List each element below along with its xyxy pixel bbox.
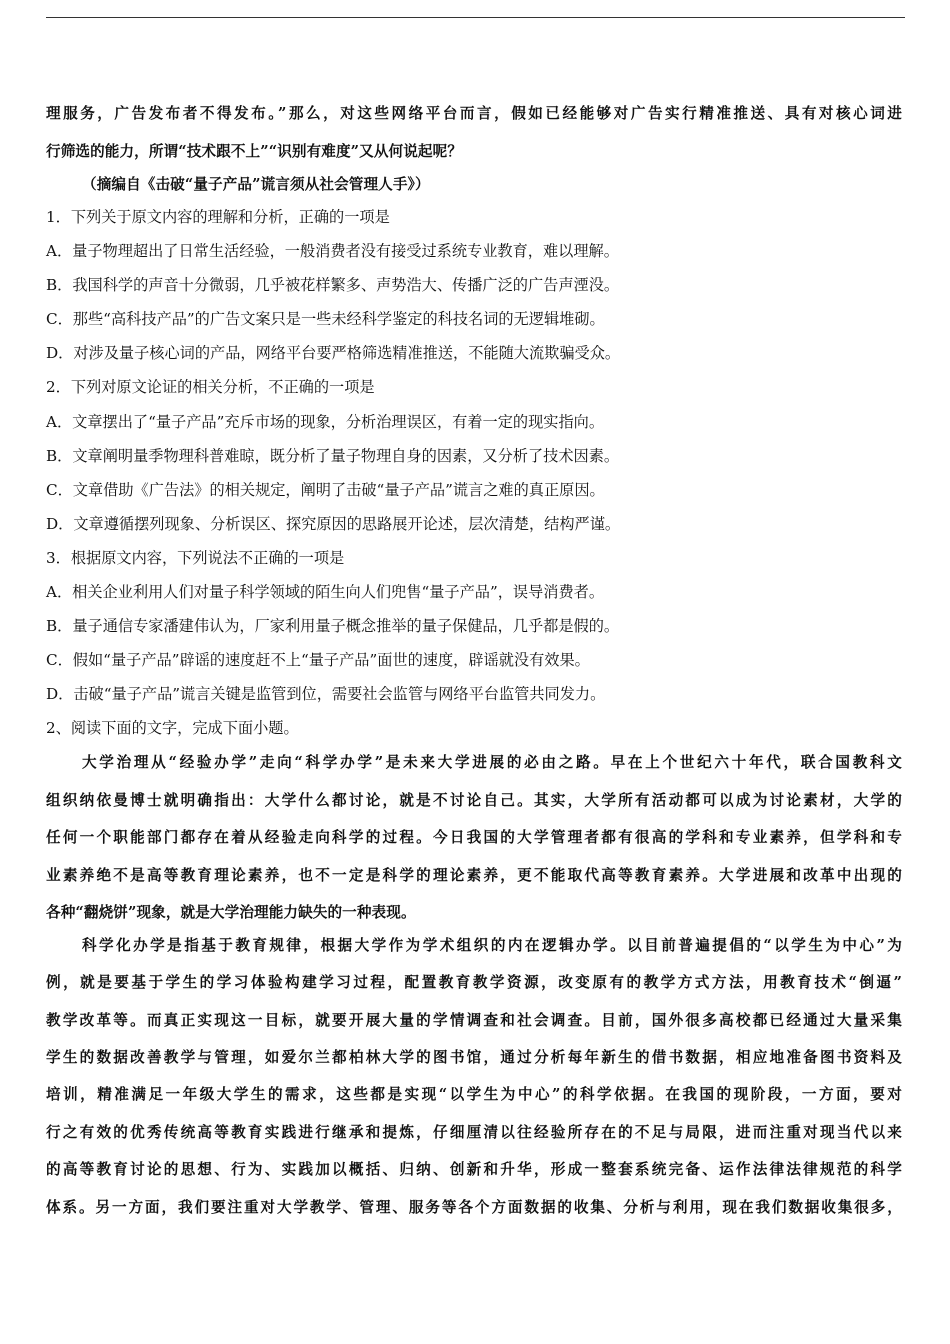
para2-line-7: 的高等教育讨论的思想、行为、实践加以概括、归纳、创新和升华，形成一整套系统完备、运作法律法律规范的科学 — [46, 1161, 902, 1178]
q3-option-c: C．假如“量子产品”辟谣的速度赶不上“量子产品”面世的速度，辟谣就没有效果。 — [46, 651, 590, 669]
header-rule — [46, 17, 905, 18]
q1-option-d: D．对涉及量子核心词的产品，网络平台要严格筛选精准推送，不能随大流欺骗受众。 — [46, 344, 621, 362]
para2-line-4: 学生的数据改善教学与管理，如爱尔兰都柏林大学的图书馆，通过分析每年新生的借书数据，相应地准备图书资料及 — [46, 1049, 902, 1066]
q2-stem: 2．下列对原文论证的相关分析，不正确的一项是 — [46, 378, 375, 396]
para2-line-1: 科学化办学是指基于教育规律，根据大学作为学术组织的内在逻辑办学。以目前普遍提倡的“以学生为中心”为 — [82, 937, 902, 954]
q2-option-c: C．文章借助《广告法》的相关规定，阐明了击破“量子产品”谎言之难的真正原因。 — [46, 481, 605, 499]
q2-option-b: B．文章阐明量季物理科普难晾，既分析了量子物理自身的因素，又分析了技术因素。 — [46, 447, 620, 465]
passage1-line-2: 行筛选的能力，所谓“技术跟不上”“识别有难度”又从何说起呢？ — [46, 143, 463, 160]
section2-title: 2、阅读下面的文字，完成下面小题。 — [46, 719, 299, 737]
para2-line-6: 行之有效的优秀传统高等教育实践进行继承和提炼，仔细厘清以往经验所存在的不足与局限，进而注重对现当代以来 — [46, 1124, 902, 1141]
q2-option-a: A．文章摆出了“量子产品”充斥市场的现象，分析治理误区，有着一定的现实指向。 — [46, 413, 605, 431]
q1-option-a: A．量子物理超出了日常生活经验，一般消费者没有接受过系统专业教育，难以理解。 — [46, 242, 619, 260]
para1-line-1: 大学治理从“经验办学”走向“科学办学”是未来大学进展的必由之路。早在上个世纪六十年代，联合国教科文 — [82, 754, 902, 771]
q3-option-b: B．量子通信专家潘建伟认为，厂家利用量子概念推举的量子保健品，几乎都是假的。 — [46, 617, 620, 635]
para1-line-2: 组织纳依曼博士就明确指出：大学什么都讨论，就是不讨论自己。其实，大学所有活动都可以成为讨论素材，大学的 — [46, 792, 902, 809]
q1-option-b: B．我国科学的声音十分微弱，几乎被花样繁多、声势浩大、传播广泛的广告声湮没。 — [46, 276, 620, 294]
q2-option-d: D．文章遵循摆列现象、分析误区、探究原因的思路展开论述，层次清楚，结构严谨。 — [46, 515, 621, 533]
q1-stem: 1．下列关于原文内容的理解和分析，正确的一项是 — [46, 208, 390, 226]
q1-option-c: C．那些“高科技产品”的广告文案只是一些未经科学鉴定的科技名词的无逻辑堆砌。 — [46, 310, 605, 328]
para2-line-3: 教学改革等。而真正实现这一目标，就要开展大量的学情调查和社会调查。目前，国外很多高校都已经通过大量采集 — [46, 1012, 902, 1029]
para1-line-4: 业素养绝不是高等教育理论素养，也不一定是科学的理论素养，更不能取代高等教育素养。大学进展和改革中出现的 — [46, 867, 902, 884]
para2-line-2: 例，就是要基于学生的学习体验构建学习过程，配置教育教学资源，改变原有的教学方式方法，用教育技术“倒逼” — [46, 974, 902, 991]
passage1-line-1: 理服务，广告发布者不得发布。”那么，对这些网络平台而言，假如已经能够对广告实行精准推送、具有对核心词进 — [46, 105, 902, 122]
q3-option-d: D．击破“量子产品”谎言关键是监管到位，需要社会监管与网络平台监管共同发力。 — [46, 685, 606, 703]
source-citation: （摘编自《击破“量子产品”谎言须从社会管理人手》） — [82, 176, 430, 193]
para1-line-5: 各种“翻烧饼”现象，就是大学治理能力缺失的一种表现。 — [46, 904, 416, 921]
q3-option-a: A．相关企业利用人们对量子科学领域的陌生向人们兜售“量子产品”，误导消费者。 — [46, 583, 605, 601]
para1-line-3: 任何一个职能部门都存在着从经验走向科学的过程。今日我国的大学管理者都有很高的学科和专业素养，但学科和专 — [46, 829, 902, 846]
para2-line-8: 体系。另一方面，我们要注重对大学教学、管理、服务等各个方面数据的收集、分析与利用，现在我们数据收集很多， — [46, 1199, 902, 1216]
q3-stem: 3．根据原文内容，下列说法不正确的一项是 — [46, 549, 345, 567]
para2-line-5: 培训，精准满足一年级大学生的需求，这些都是实现“以学生为中心”的科学依据。在我国的现阶段，一方面，要对 — [46, 1086, 902, 1103]
